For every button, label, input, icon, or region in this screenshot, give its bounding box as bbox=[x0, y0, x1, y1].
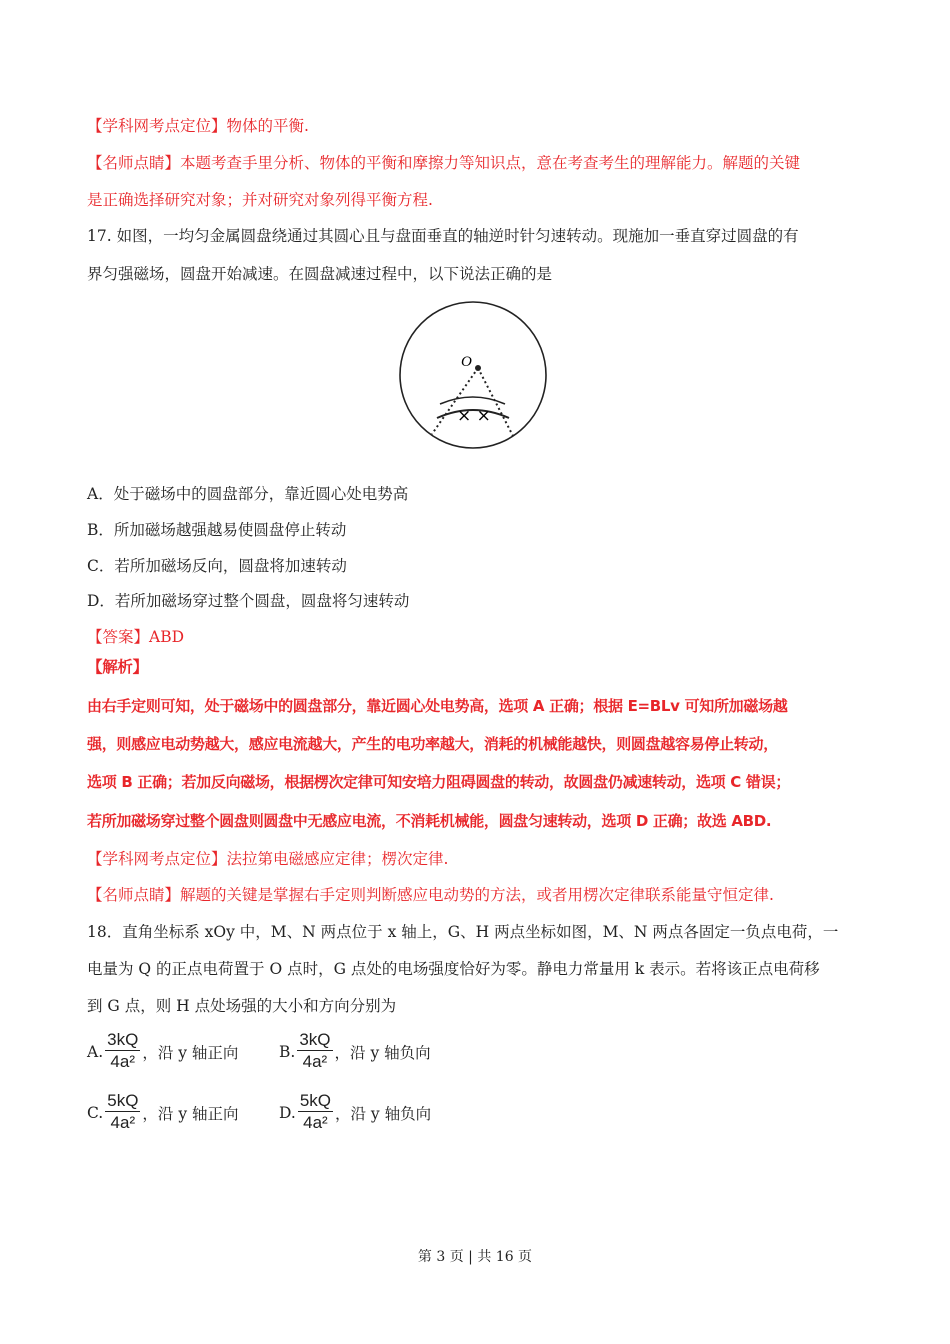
q17-option-c: C．若所加磁场反向，圆盘将加速转动 bbox=[87, 557, 347, 575]
dianjing-16-line2: 是正确选择研究对象；并对研究对象列得平衡方程. bbox=[87, 191, 433, 209]
option-letter: D. bbox=[279, 1103, 296, 1122]
option-text: ，沿 y 轴负向 bbox=[334, 1043, 431, 1062]
denominator: 4a² bbox=[302, 1052, 328, 1071]
q18-stem-line2: 电量为 Q 的正点电荷置于 O 点时，G 点处的电场强度恰好为零。静电力常量用 k 表示。若将该正点电荷移 bbox=[87, 960, 820, 978]
q17-analysis-line4: 若所加磁场穿过整个圆盘则圆盘中无感应电流，不消耗机械能，圆盘匀速转动，选项 D 正确；故选 ABD. bbox=[87, 812, 772, 830]
kaodian-17: 【学科网考点定位】法拉第电磁感应定律；楞次定律. bbox=[87, 850, 449, 868]
option-text: ，沿 y 轴负向 bbox=[335, 1104, 432, 1123]
q17-option-a: A．处于磁场中的圆盘部分，靠近圆心处电势高 bbox=[87, 485, 409, 503]
q18-option-b bbox=[279, 1030, 431, 1073]
q17-analysis-line1: 由右手定则可知，处于磁场中的圆盘部分，靠近圆心处电势高，选项 A 正确；根据 E=BLv 可知所加磁场越 bbox=[87, 697, 788, 715]
disk-figure bbox=[395, 298, 555, 454]
q18-option-c bbox=[87, 1091, 239, 1134]
field-arc-inner bbox=[440, 397, 505, 404]
q17-answer: 【答案】ABD bbox=[87, 628, 185, 646]
numerator: 3kQ bbox=[107, 1030, 139, 1049]
page-footer: 第 3 页 | 共 16 页 bbox=[417, 1249, 533, 1265]
denominator: 4a² bbox=[303, 1113, 328, 1132]
kaodian-16: 【学科网考点定位】物体的平衡. bbox=[87, 117, 309, 135]
q18-stem-line3: 到 G 点，则 H 点处场强的大小和方向分别为 bbox=[87, 997, 397, 1015]
disk-circle bbox=[400, 302, 546, 448]
dianjing-16-line1: 【名师点睛】本题考查手里分析、物体的平衡和摩擦力等知识点，意在考查考生的理解能力。解题的关键 bbox=[87, 154, 801, 172]
option-text: ，沿 y 轴正向 bbox=[142, 1104, 239, 1123]
numerator: 3kQ bbox=[299, 1030, 331, 1049]
option-letter: B. bbox=[279, 1042, 296, 1061]
center-label: O bbox=[461, 354, 472, 370]
fraction bbox=[298, 1091, 333, 1134]
q17-stem-line1: 17. 如图，一均匀金属圆盘绕通过其圆心且与盘面垂直的轴逆时针匀速转动。现施加一垂直穿过圆盘的有 bbox=[87, 227, 799, 245]
dianjing-17: 【名师点睛】解题的关键是掌握右手定则判断感应电动势的方法，或者用楞次定律联系能量守恒定律. bbox=[87, 886, 774, 904]
denominator: 4a² bbox=[110, 1113, 136, 1132]
fraction bbox=[105, 1030, 140, 1073]
q17-analysis-title: 【解析】 bbox=[87, 658, 148, 676]
numerator: 5kQ bbox=[107, 1091, 139, 1110]
magnetic-field-cross-icons: × × bbox=[457, 406, 491, 426]
q18-option-a bbox=[87, 1030, 238, 1073]
fraction bbox=[297, 1030, 332, 1073]
q17-analysis-line3: 选项 B 正确；若加反向磁场，根据楞次定律可知安培力阻碍圆盘的转动，故圆盘仍减速转动，选项 C 错误； bbox=[87, 773, 791, 791]
q17-analysis-line2: 强，则感应电动势越大，感应电流越大，产生的电功率越大，消耗的机械能越快，则圆盘越容易停止转动， bbox=[87, 735, 778, 753]
q18-stem-line1: 18．直角坐标系 xOy 中，M、N 两点位于 x 轴上，G、H 两点坐标如图，M、N 两点各固定一负点电荷，一 bbox=[87, 923, 839, 941]
q17-stem-line2: 界匀强磁场，圆盘开始减速。在圆盘减速过程中，以下说法正确的是 bbox=[87, 265, 553, 283]
q17-option-b: B．所加磁场越强越易使圆盘停止转动 bbox=[87, 521, 347, 539]
option-letter: C. bbox=[87, 1103, 104, 1122]
q17-option-d: D．若所加磁场穿过整个圆盘，圆盘将匀速转动 bbox=[87, 592, 410, 610]
option-letter: A. bbox=[87, 1042, 104, 1061]
fraction bbox=[105, 1091, 140, 1134]
q18-option-d bbox=[279, 1091, 431, 1134]
numerator: 5kQ bbox=[299, 1091, 331, 1110]
option-text: ，沿 y 轴正向 bbox=[142, 1043, 239, 1062]
denominator: 4a² bbox=[110, 1052, 135, 1071]
